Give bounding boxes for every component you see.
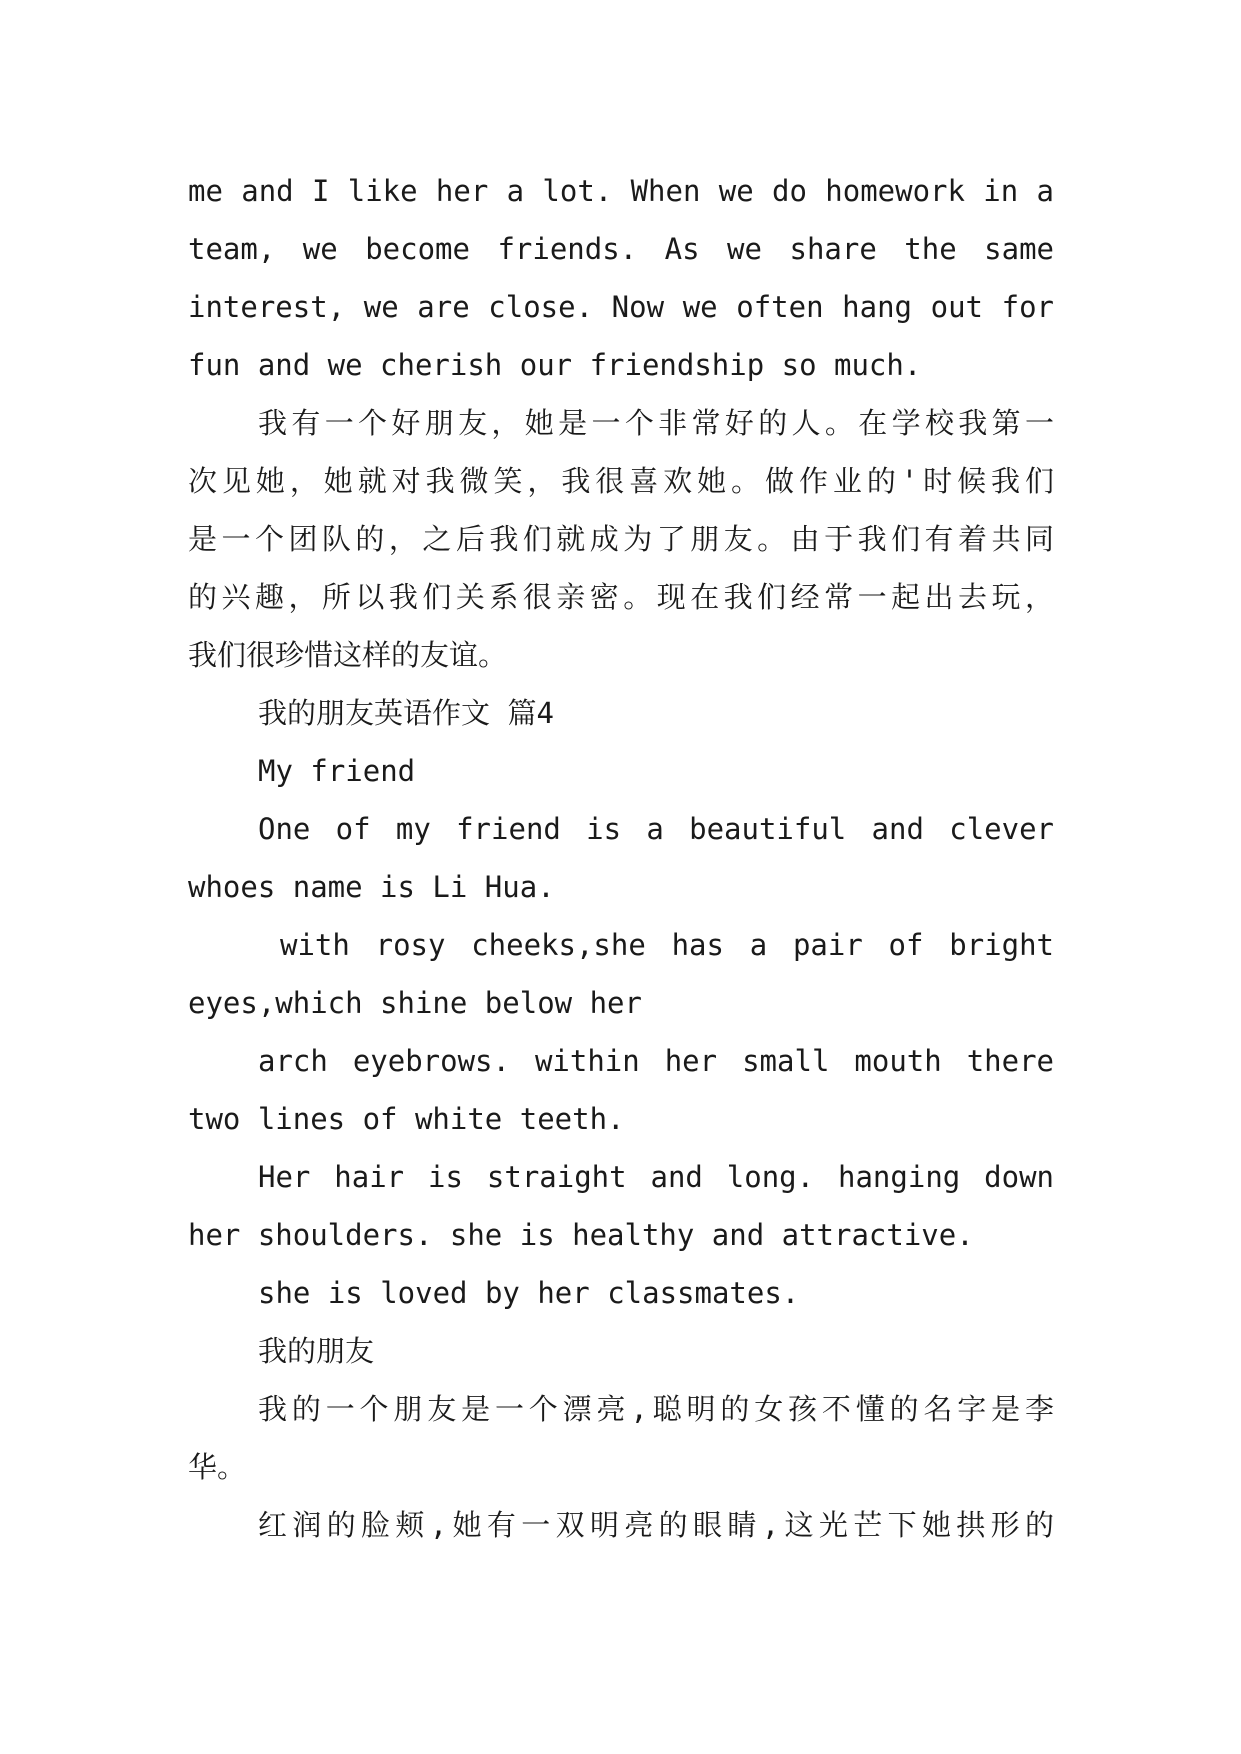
text-line: me and I like her a lot. When we do homework in a xyxy=(188,174,1054,208)
text-line: whoes name is Li Hua. xyxy=(188,870,555,904)
english-title: My friend xyxy=(258,754,416,788)
text-line: 红润的脸颊,她有一双明亮的眼睛,这光芒下她拱形的 xyxy=(258,1508,1054,1542)
text-line: she is loved by her classmates. xyxy=(258,1276,800,1310)
text-line: 我有一个好朋友，她是一个非常好的人。在学校我第一 xyxy=(258,406,1054,440)
text-line: her shoulders. she is healthy and attractive. xyxy=(188,1218,974,1252)
text-line: fun and we cherish our friendship so much. xyxy=(188,348,922,382)
text-line: 次见她，她就对我微笑，我很喜欢她。做作业的'时候我们 xyxy=(188,464,1054,498)
text-line: 我们很珍惜这样的友谊。 xyxy=(188,638,508,672)
text-line: 华。 xyxy=(188,1450,247,1484)
chinese-title: 我的朋友 xyxy=(258,1334,375,1368)
text-line: team, we become friends. As we share the same xyxy=(188,232,1054,266)
text-line: with rosy cheeks,she has a pair of bright xyxy=(280,928,1054,962)
text-line: 的兴趣，所以我们关系很亲密。现在我们经常一起出去玩， xyxy=(188,580,1054,614)
text-line: two lines of white teeth. xyxy=(188,1102,625,1136)
body-text xyxy=(188,162,1054,1554)
text-line: 是一个团队的，之后我们就成为了朋友。由于我们有着共同 xyxy=(188,522,1054,556)
text-line: interest, we are close. Now we often hang out for xyxy=(188,290,1054,324)
text-line: eyes,which shine below her xyxy=(188,986,642,1020)
text-line: arch eyebrows. within her small mouth there xyxy=(258,1044,1054,1078)
text-line: 我的一个朋友是一个漂亮,聪明的女孩不懂的名字是李 xyxy=(258,1392,1054,1426)
section-heading: 我的朋友英语作文 篇4 xyxy=(258,696,554,730)
text-line: Her hair is straight and long. hanging down xyxy=(258,1160,1054,1194)
text-line: One of my friend is a beautiful and clever xyxy=(258,812,1054,846)
